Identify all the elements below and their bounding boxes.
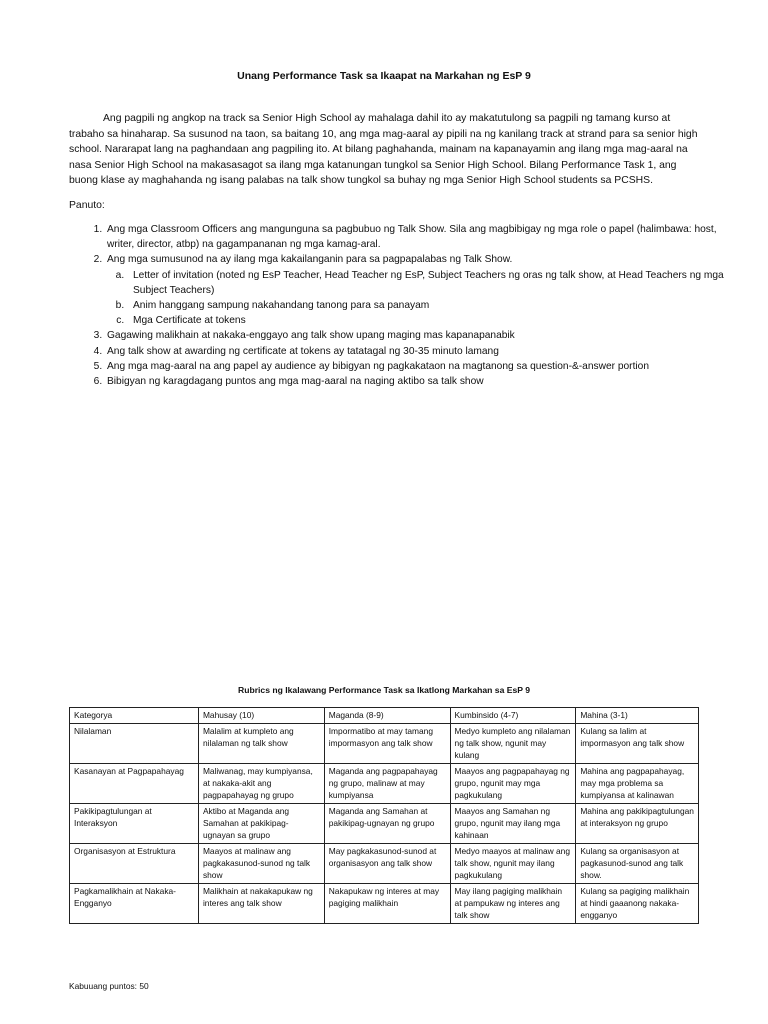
table-row	[70, 764, 699, 804]
rubric-table	[69, 707, 699, 924]
table-cell: Mahina ang pagpapahayag, may mga problema sa kumpiyansa at kalinawan	[576, 764, 699, 804]
instructions-list	[69, 222, 745, 389]
header-cell: Kumbinsido (4-7)	[450, 708, 576, 724]
list-item	[105, 252, 745, 328]
table-cell: Kasanayan at Pagpapahayag	[70, 764, 199, 804]
sublist-item	[127, 298, 745, 313]
total-points: Kabuuang puntos: 50	[69, 981, 149, 991]
table-cell: Maayos at malinaw ang pagkakasunod-sunod ng talk show	[198, 844, 324, 884]
document-title: Unang Performance Task sa Ikaapat na Markahan ng EsP 9	[237, 70, 531, 82]
table-row	[70, 804, 699, 844]
intro-paragraph: Ang pagpili ng angkop na track sa Senior High School ay mahalaga dahil ito ay makatutulong sa pagpili ng tamang kurso at trabaho sa hinaharap. Sa susunod na taon, sa baitang 10, ang mga mag-aaral ay pipili na ng kanilang track at strand para sa senior high school. Nararapat lang na paghandaan ang pagpiling ito. At bilang paghahanda, mainam na kapanayamin ang ilang mga mag-aaral na nasa Senior High School na makasasagot sa ilang mga katanungan tungkol sa Senior High School. Bilang Performance Task 1, ang buong klase ay maghahanda ng isang palabas na talk show tungkol sa buhay ng mga Senior High School students sa PCSHS.	[69, 113, 698, 186]
list-item	[105, 374, 745, 389]
header-cell: Mahina (3-1)	[576, 708, 699, 724]
table-cell: Mahina ang pakikipagtulungan at interaksyon ng grupo	[576, 804, 699, 844]
table-cell: Nilalaman	[70, 724, 199, 764]
table-cell: Pagkamalikhain at Nakaka-Engganyo	[70, 884, 199, 924]
table-cell: Maganda ang Samahan at pakikipag-ugnayan ng grupo	[324, 804, 450, 844]
list-item-text: Gagawing malikhain at nakaka-enggayo ang talk show upang maging mas kapanapanabik	[107, 330, 515, 342]
list-item-text: Ang mga mag-aaral na ang papel ay audience ay bibigyan ng pagkakataon na magtanong sa question-&-answer portion	[107, 360, 650, 372]
list-item-text: Bibigyan ng karagdagang puntos ang mga mag-aaral na naging aktibo sa talk show	[107, 376, 484, 388]
list-item-text: Ang mga sumusunod na ay ilang mga kakailanganin para sa pagpapalabas ng Talk Show.	[107, 254, 513, 266]
table-cell: Medyo kumpleto ang nilalaman ng talk show, ngunit may kulang	[450, 724, 576, 764]
table-cell: Aktibo at Maganda ang Samahan at pakikipag-ugnayan sa grupo	[198, 804, 324, 844]
header-cell: Mahusay (10)	[198, 708, 324, 724]
table-cell: Malalim at kumpleto ang nilalaman ng talk show	[198, 724, 324, 764]
sublist-item-text: Letter of invitation (noted ng EsP Teacher, Head Teacher ng EsP, Subject Teachers ng oras ng talk show, at Head Teachers ng mga Subject Teachers)	[133, 269, 724, 296]
table-row	[70, 724, 699, 764]
table-row	[70, 884, 699, 924]
instructions-label: Panuto:	[69, 200, 105, 211]
table-cell: Pakikipagtulungan at Interaksyon	[70, 804, 199, 844]
list-item	[105, 359, 745, 374]
list-item-text: Ang mga Classroom Officers ang mangunguna sa pagbubuo ng Talk Show. Sila ang magbibigay ng mga role o papel (halimbawa: host, writer, director, atbp) na gagampananan ng mga kamag-aral.	[107, 224, 717, 251]
list-item	[105, 222, 745, 252]
requirements-sublist	[107, 268, 745, 329]
table-cell: Maganda ang pagpapahayag ng grupo, malinaw at may kumpiyansa	[324, 764, 450, 804]
header-cell: Kategorya	[70, 708, 199, 724]
table-cell: Nakapukaw ng interes at may pagiging malikhain	[324, 884, 450, 924]
table-cell: Kulang sa lalim at impormasyon ang talk show	[576, 724, 699, 764]
table-cell: May ilang pagiging malikhain at pampukaw ng interes ang talk show	[450, 884, 576, 924]
list-item	[105, 328, 745, 343]
table-cell: Kulang sa pagiging malikhain at hindi gaaanong nakaka-engganyo	[576, 884, 699, 924]
table-header-row	[70, 708, 699, 724]
table-cell: Impormatibo at may tamang impormasyon ang talk show	[324, 724, 450, 764]
sublist-item-text: Anim hanggang sampung nakahandang tanong para sa panayam	[133, 300, 430, 312]
table-cell: Malikhain at nakakapukaw ng interes ang talk show	[198, 884, 324, 924]
list-item	[105, 344, 745, 359]
table-row	[70, 844, 699, 884]
table-cell: May pagkakasunod-sunod at organisasyon ang talk show	[324, 844, 450, 884]
table-cell: Medyo maayos at malinaw ang talk show, ngunit may ilang pagkukulang	[450, 844, 576, 884]
rubric-title: Rubrics ng Ikalawang Performance Task sa Ikatlong Markahan sa EsP 9	[238, 685, 530, 695]
sublist-item	[127, 268, 745, 298]
table-cell: Kulang sa organisasyon at pagkasunod-sunod ang talk show.	[576, 844, 699, 884]
table-cell: Maayos ang pagpapahayag ng grupo, ngunit may mga pagkukulang	[450, 764, 576, 804]
header-cell: Maganda (8-9)	[324, 708, 450, 724]
table-cell: Maliwanag, may kumpiyansa, at nakaka-akit ang pagpapahayag ng grupo	[198, 764, 324, 804]
table-cell: Maayos ang Samahan ng grupo, ngunit may ilang mga kahinaan	[450, 804, 576, 844]
list-item-text: Ang talk show at awarding ng certificate at tokens ay tatatagal ng 30-35 minuto lamang	[107, 345, 499, 357]
table-cell: Organisasyon at Estruktura	[70, 844, 199, 884]
sublist-item-text: Mga Certificate at tokens	[133, 315, 246, 327]
sublist-item	[127, 313, 745, 328]
